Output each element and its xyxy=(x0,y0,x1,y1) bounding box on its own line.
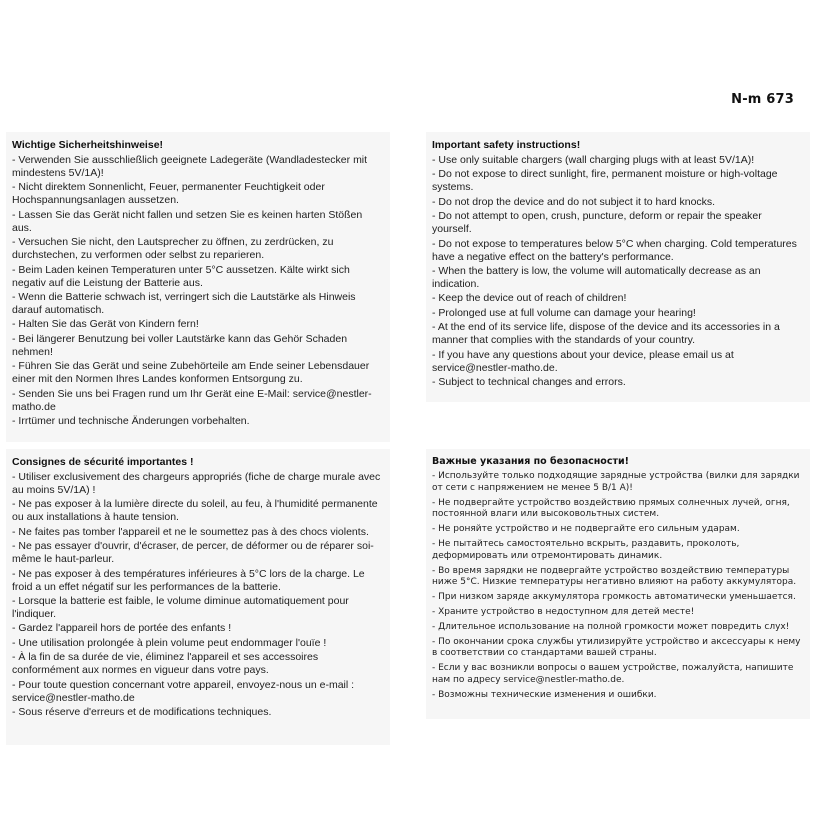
model-number: N-m 673 xyxy=(731,92,794,107)
list-item: - Ne faites pas tomber l'appareil et ne le soumettez pas à des chocs violents. xyxy=(12,525,369,538)
list-item: - Do not expose to direct sunlight, fire, permanent moisture or high-voltage systems. xyxy=(432,168,778,194)
safety-section-german xyxy=(6,132,390,442)
list-item: - Храните устройство в недоступном для детей месте! xyxy=(432,606,695,617)
list-item: - Wenn die Batterie schwach ist, verringert sich die Lautstärke als Hinweis darauf automatisch. xyxy=(12,290,356,316)
list-item: - Bei längerer Benutzung bei voller Lautstärke kann das Gehör Schaden nehmen! xyxy=(12,332,348,358)
list-item: - Do not expose to temperatures below 5°C when charging. Cold temperatures have a negative effect on the battery's performance. xyxy=(432,237,797,263)
list-item: - Beim Laden keinen Temperaturen unter 5°C aussetzen. Kälte wirkt sich negativ auf die Leistung der Batterie aus. xyxy=(12,263,350,289)
list-item: - Lorsque la batterie est faible, le volume diminue automatiquement pour l'indiquer. xyxy=(12,594,349,620)
list-item: - Verwenden Sie ausschließlich geeignete Ladegeräte (Wandladestecker mit mindestens 5V/1A)! xyxy=(12,154,368,179)
section-title: Важные указания по безопасности! xyxy=(432,456,629,467)
list-item: - Возможны технические изменения и ошибки. xyxy=(432,689,657,700)
list-item: - Irrtümer und technische Änderungen vorbehalten. xyxy=(12,414,250,427)
list-item: - Не пытайтесь самостоятельно вскрыть, раздавить, проколоть, деформировать или отремонтировать динамик. xyxy=(432,538,740,561)
list-item: - If you have any questions about your device, please email us at service@nestler-matho.de. xyxy=(432,348,734,374)
list-item: - Keep the device out of reach of children! xyxy=(432,292,627,305)
list-item: - Do not drop the device and do not subject it to hard knocks. xyxy=(432,195,716,208)
list-item: - Не подвергайте устройство воздействию прямых солнечных лучей, огня, постоянной влаги или высоковольтных систем. xyxy=(432,497,790,520)
list-item: - Lassen Sie das Gerät nicht fallen und setzen Sie es keinen harten Stößen aus. xyxy=(12,208,363,234)
list-item: - Ne pas exposer à des températures inférieures à 5°C lors de la charge. Le froid a un effet négatif sur les performances de la batterie. xyxy=(12,567,365,593)
list-item: - Во время зарядки не подвергайте устройство воздействию температуры ниже 5°C. Низкие температуры негативно влияют на работу аккумулятора. xyxy=(432,565,797,588)
list-item: - Halten Sie das Gerät von Kindern fern! xyxy=(12,318,199,331)
list-item: - При низком заряде аккумулятора громкость автоматически уменьшается. xyxy=(432,592,796,603)
instruction-list xyxy=(12,471,384,719)
list-item: - Use only suitable chargers (wall charging plugs with at least 5V/1A)! xyxy=(432,154,755,166)
safety-section-english xyxy=(426,132,810,402)
list-item: - Do not attempt to open, crush, puncture, deform or repair the speaker yourself. xyxy=(432,210,762,236)
list-item: - По окончании срока службы утилизируйте устройство и аксессуары к нему в соответствии со стандартами вашей страны. xyxy=(432,636,801,659)
list-item: - When the battery is low, the volume will automatically decrease as an indication. xyxy=(432,264,761,290)
list-item: - Используйте только подходящие зарядные устройства (вилки для зарядки от сети с напряжением не менее 5 В/1 А)! xyxy=(432,471,800,493)
safety-section-russian xyxy=(426,449,810,719)
list-item: - Sous réserve d'erreurs et de modifications techniques. xyxy=(12,705,272,718)
list-item: - Ne pas essayer d'ouvrir, d'écraser, de percer, de déformer ou de réparer soi-même le haut-parleur. xyxy=(12,540,374,566)
list-item: - Не роняйте устройство и не подвергайте его сильным ударам. xyxy=(432,524,740,535)
list-item: - Ne pas exposer à la lumière directe du soleil, au feu, à l'humidité permanente ou aux installations à haute tension. xyxy=(12,498,378,524)
list-item: - Une utilisation prolongée à plein volume peut endommager l'ouïe ! xyxy=(12,636,327,649)
list-item: - Subject to technical changes and errors. xyxy=(432,375,626,388)
list-item: - Nicht direktem Sonnenlicht, Feuer, permanenter Feuchtigkeit oder Hochspannungsanlagen aussetzen. xyxy=(12,181,325,207)
list-item: - Senden Sie uns bei Fragen rund um Ihr Gerät eine E-Mail: service@nestler-matho.de xyxy=(12,387,372,413)
instruction-list xyxy=(432,471,804,702)
instruction-list xyxy=(12,154,384,428)
list-item: - Prolonged use at full volume can damage your hearing! xyxy=(432,306,696,319)
list-item: - Если у вас возникли вопросы о вашем устройстве, пожалуйста, напишите нам по адресу service@nestler-matho.de. xyxy=(432,663,794,685)
list-item: - Führen Sie das Gerät und seine Zubehörteile am Ende seiner Lebensdauer einer mit den Normen Ihres Landes konformen Entsorgung zu. xyxy=(12,360,370,386)
section-title: Important safety instructions! xyxy=(432,139,581,151)
list-item: - Versuchen Sie nicht, den Lautsprecher zu öffnen, zu zerdrücken, zu durchstechen, zu verformen oder selbst zu reparieren. xyxy=(12,236,334,262)
list-item: - Pour toute question concernant votre appareil, envoyez-nous un e-mail : service@nestler-matho.de xyxy=(12,678,355,704)
list-item: - Gardez l'appareil hors de portée des enfants ! xyxy=(12,622,232,635)
section-title: Consignes de sécurité importantes ! xyxy=(12,456,194,468)
list-item: - Utiliser exclusivement des chargeurs appropriés (fiche de charge murale avec au moins 5V/1A) ! xyxy=(12,471,381,496)
list-item: - Длительное использование на полной громкости может повредить слух! xyxy=(432,621,790,632)
safety-section-french xyxy=(6,449,390,745)
list-item: - At the end of its service life, dispose of the device and its accessories in a manner that complies with the standards of your country. xyxy=(432,321,780,347)
list-item: - À la fin de sa durée de vie, éliminez l'appareil et ses accessoires conformément aux normes en vigueur dans votre pays. xyxy=(12,651,319,677)
section-title: Wichtige Sicherheitshinweise! xyxy=(12,139,164,151)
instruction-list xyxy=(432,154,804,389)
